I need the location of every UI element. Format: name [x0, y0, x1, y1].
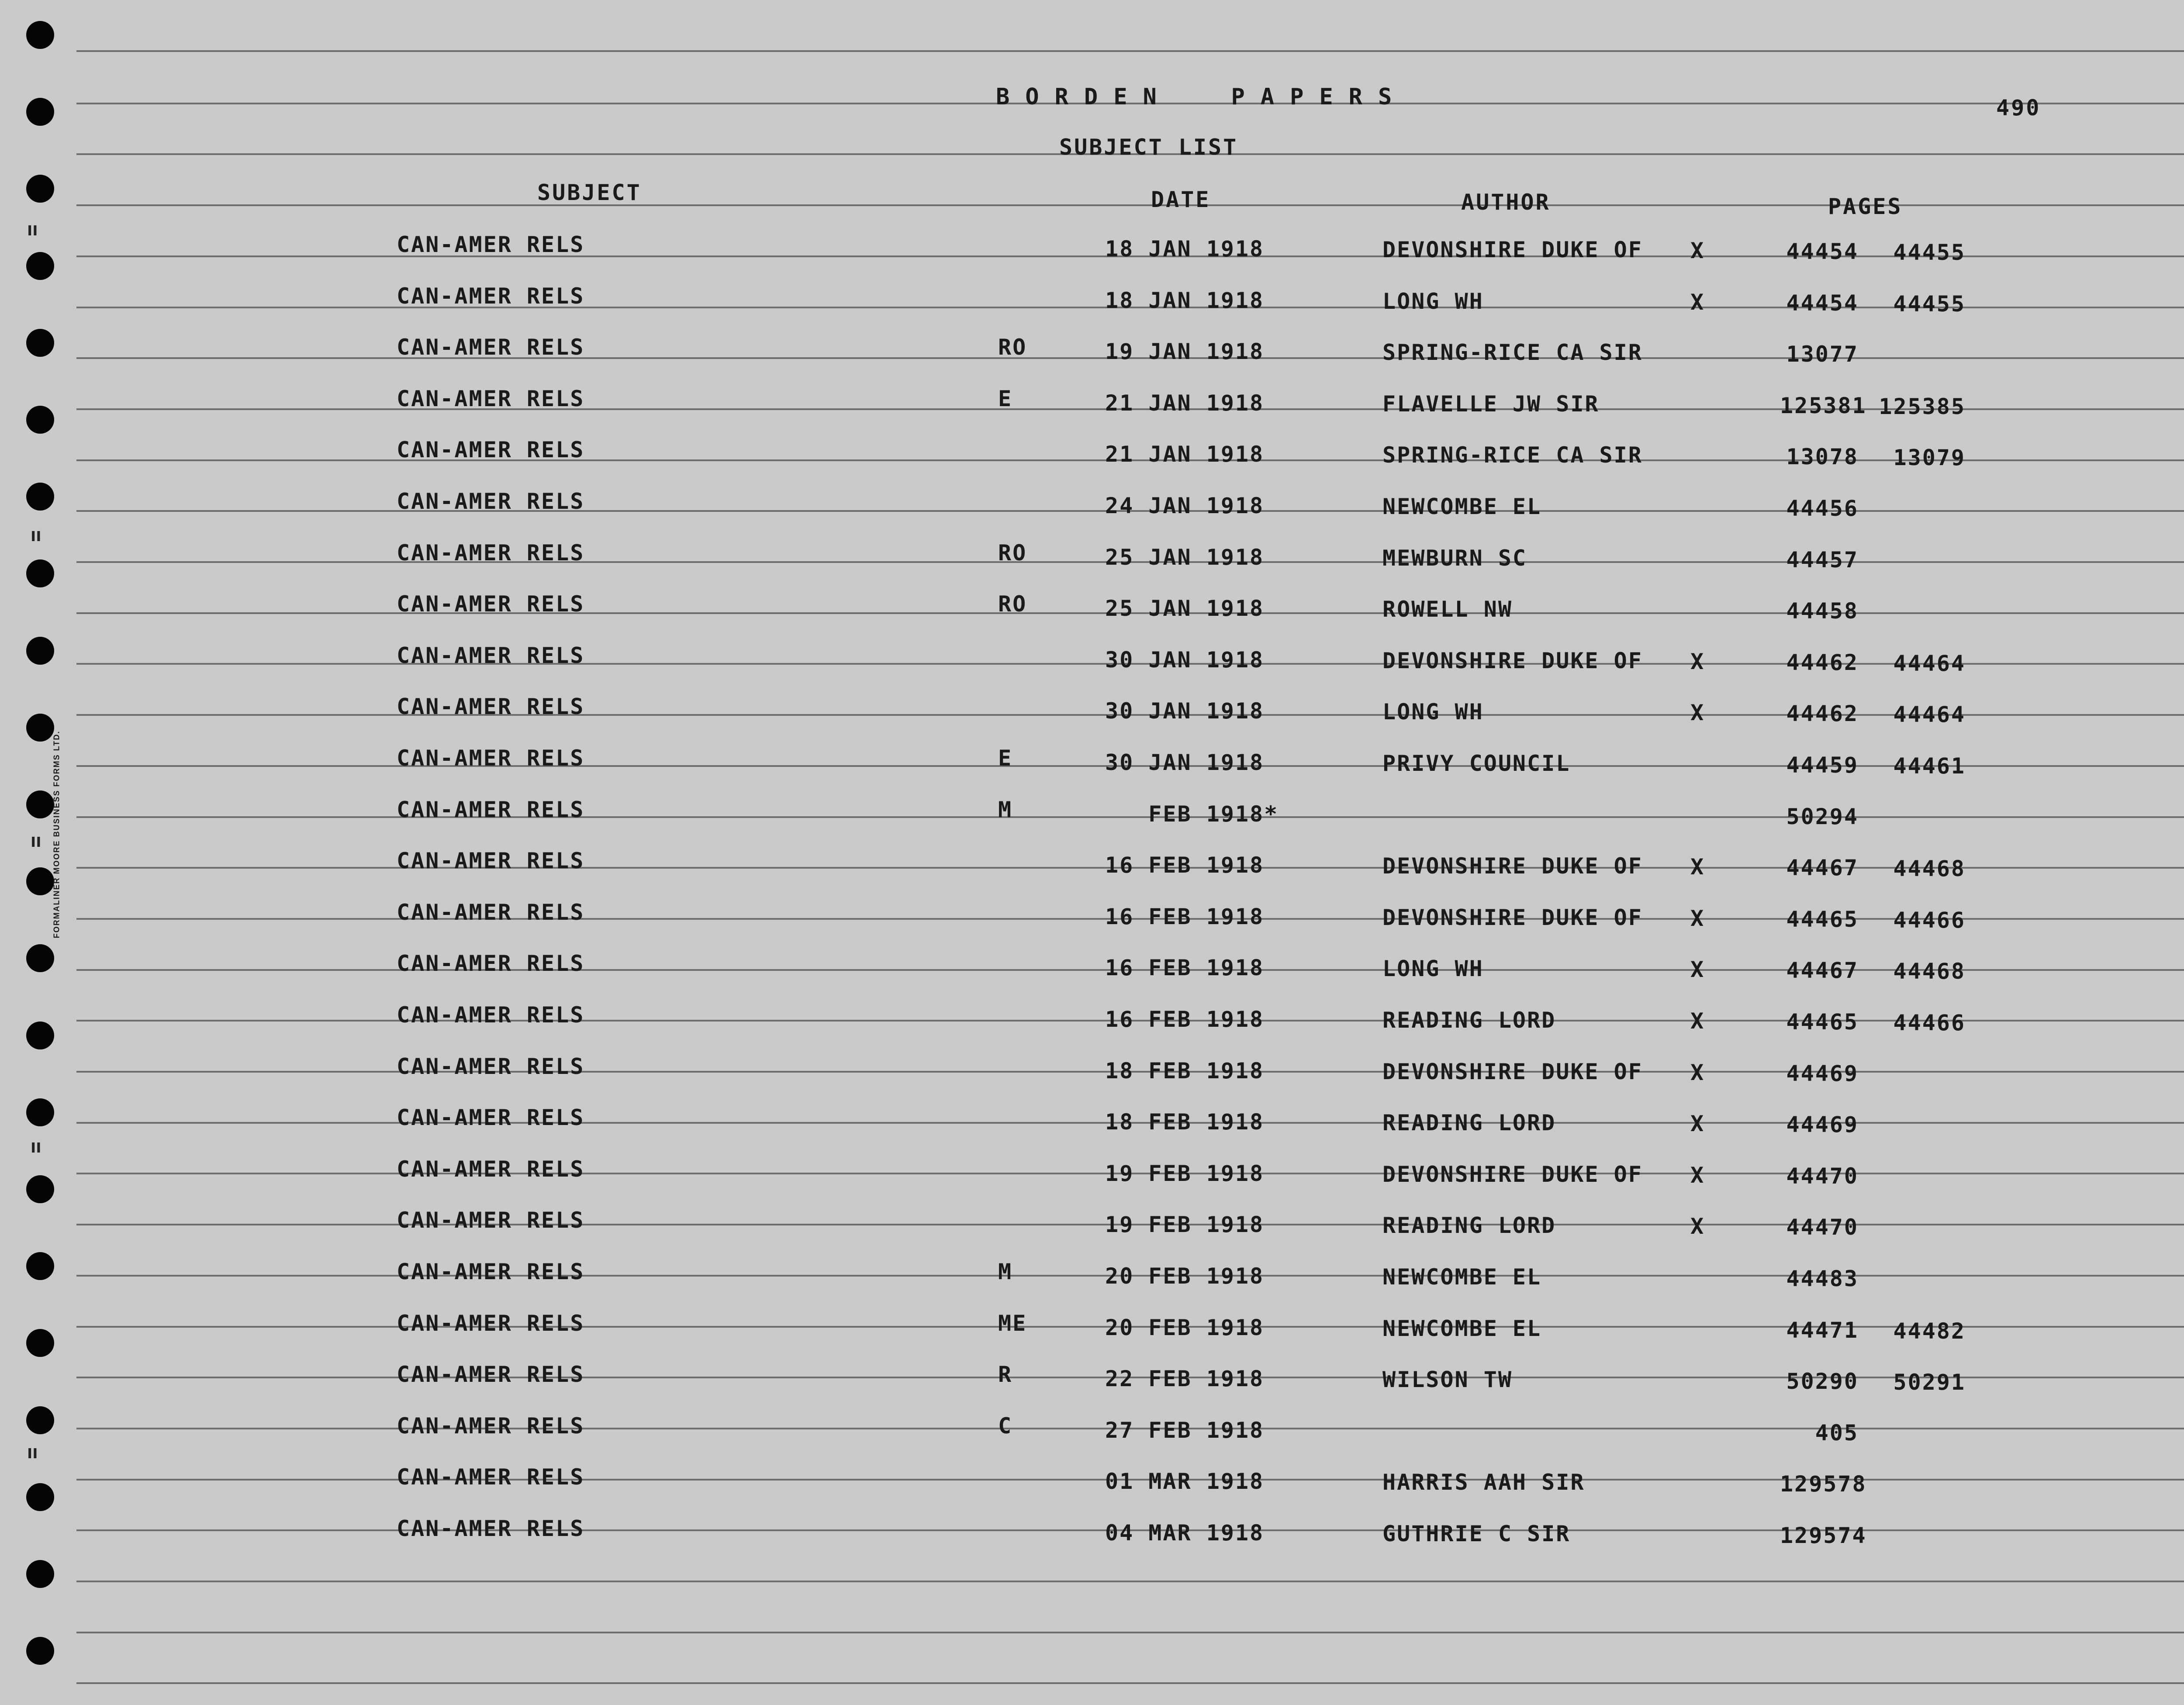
- sprocket-hole: [26, 1406, 54, 1434]
- row-author: PRIVY COUNCIL: [1382, 751, 1571, 776]
- row-date: 20 FEB 1918: [1105, 1315, 1265, 1340]
- row-code: M: [998, 1259, 1013, 1284]
- row-page-start: 44470: [1786, 1215, 1859, 1240]
- row-date: 22 FEB 1918: [1105, 1366, 1265, 1391]
- row-author: NEWCOMBE EL: [1382, 1316, 1542, 1341]
- row-author: DEVONSHIRE DUKE OF: [1382, 1162, 1643, 1187]
- row-x-mark: X: [1690, 700, 1705, 725]
- margin-mark: ıı: [27, 218, 38, 240]
- column-header-date: DATE: [1151, 187, 1211, 212]
- row-date: 27 FEB 1918: [1105, 1418, 1265, 1443]
- row-x-mark: X: [1690, 854, 1705, 880]
- sprocket-hole: [26, 21, 54, 49]
- row-page-start: 44471: [1786, 1318, 1859, 1343]
- row-author: SPRING-RICE CA SIR: [1382, 442, 1643, 468]
- margin-mark: ıı: [31, 524, 41, 545]
- row-author: WILSON TW: [1382, 1367, 1513, 1392]
- row-page-start: 44454: [1786, 239, 1859, 264]
- row-author: SPRING-RICE CA SIR: [1382, 340, 1643, 365]
- sprocket-hole: [26, 1329, 54, 1357]
- row-author: LONG WH: [1382, 289, 1484, 314]
- sprocket-hole: [26, 944, 54, 972]
- row-author: NEWCOMBE EL: [1382, 494, 1542, 519]
- row-subject: CAN-AMER RELS: [397, 1054, 585, 1079]
- column-header-subject: SUBJECT: [537, 180, 642, 205]
- row-author: DEVONSHIRE DUKE OF: [1382, 905, 1643, 930]
- row-date: 18 FEB 1918: [1105, 1109, 1265, 1135]
- row-page-end: 44466: [1893, 1010, 1966, 1035]
- row-page-start: 44462: [1786, 650, 1859, 675]
- ruled-line: [76, 1581, 2184, 1582]
- row-subject: CAN-AMER RELS: [397, 591, 585, 617]
- row-date: 18 JAN 1918: [1105, 236, 1265, 262]
- row-author: LONG WH: [1382, 956, 1484, 981]
- sprocket-hole: [26, 1175, 54, 1203]
- sprocket-hole: [26, 1483, 54, 1511]
- row-page-start: 44470: [1786, 1163, 1859, 1189]
- row-subject: CAN-AMER RELS: [397, 335, 585, 360]
- row-author: DEVONSHIRE DUKE OF: [1382, 853, 1643, 879]
- row-author: DEVONSHIRE DUKE OF: [1382, 237, 1643, 262]
- row-subject: CAN-AMER RELS: [397, 1413, 585, 1439]
- sprocket-hole: [26, 329, 54, 357]
- row-x-mark: X: [1690, 649, 1705, 674]
- row-x-mark: X: [1690, 1008, 1705, 1034]
- row-x-mark: X: [1690, 1214, 1705, 1239]
- row-subject: CAN-AMER RELS: [397, 1156, 585, 1182]
- row-subject: CAN-AMER RELS: [397, 1259, 585, 1284]
- row-subject: CAN-AMER RELS: [397, 643, 585, 668]
- row-page-start: 44459: [1786, 752, 1859, 778]
- row-code: RO: [998, 335, 1027, 360]
- row-date: 16 FEB 1918: [1105, 852, 1265, 878]
- sprocket-hole: [26, 867, 54, 895]
- sprocket-hole: [26, 406, 54, 434]
- row-code: RO: [998, 540, 1027, 566]
- row-subject: CAN-AMER RELS: [397, 900, 585, 925]
- row-page-start: 44458: [1786, 598, 1859, 624]
- page-number: 490: [1996, 95, 2041, 121]
- row-date: 16 FEB 1918: [1105, 904, 1265, 929]
- row-subject: CAN-AMER RELS: [397, 437, 585, 462]
- row-subject: CAN-AMER RELS: [397, 1362, 585, 1387]
- row-page-start: 50294: [1786, 804, 1859, 829]
- row-date: 01 MAR 1918: [1105, 1469, 1265, 1494]
- sprocket-hole: [26, 1098, 54, 1126]
- sprocket-hole: [26, 559, 54, 587]
- row-x-mark: X: [1690, 1111, 1705, 1136]
- row-author: NEWCOMBE EL: [1382, 1264, 1542, 1290]
- row-page-end: 13079: [1893, 445, 1966, 470]
- margin-mark: ıı: [27, 1441, 38, 1463]
- row-subject: CAN-AMER RELS: [397, 1208, 585, 1233]
- row-author: GUTHRIE C SIR: [1382, 1521, 1571, 1546]
- row-author: DEVONSHIRE DUKE OF: [1382, 648, 1643, 673]
- row-page-end: 44455: [1893, 291, 1966, 317]
- row-subject: CAN-AMER RELS: [397, 1105, 585, 1130]
- row-date: 16 FEB 1918: [1105, 955, 1265, 980]
- row-x-mark: X: [1690, 290, 1705, 315]
- row-subject: CAN-AMER RELS: [397, 232, 585, 257]
- sprocket-hole: [26, 175, 54, 203]
- row-page-end: 44468: [1893, 856, 1966, 881]
- row-subject: CAN-AMER RELS: [397, 797, 585, 822]
- sprocket-hole: [26, 1637, 54, 1665]
- row-page-start: 405: [1815, 1420, 1859, 1446]
- sprocket-hole: [26, 1560, 54, 1588]
- row-date: 21 JAN 1918: [1105, 390, 1265, 416]
- page-title: BORDEN PAPERS: [996, 84, 1408, 110]
- row-author: MEWBURN SC: [1382, 545, 1527, 571]
- row-code: R: [998, 1362, 1013, 1387]
- row-page-end: 50291: [1893, 1370, 1966, 1395]
- margin-mark: ıı: [31, 830, 41, 851]
- row-date: 21 JAN 1918: [1105, 442, 1265, 467]
- sprocket-hole: [26, 483, 54, 511]
- row-subject: CAN-AMER RELS: [397, 386, 585, 411]
- row-date: 30 JAN 1918: [1105, 698, 1265, 724]
- row-subject: CAN-AMER RELS: [397, 1516, 585, 1541]
- row-page-start: 125381: [1780, 393, 1867, 418]
- row-subject: CAN-AMER RELS: [397, 1464, 585, 1490]
- row-page-start: 44469: [1786, 1112, 1859, 1137]
- row-page-start: 44456: [1786, 496, 1859, 521]
- row-date: 04 MAR 1918: [1105, 1520, 1265, 1546]
- row-subject: CAN-AMER RELS: [397, 694, 585, 719]
- row-page-end: 44455: [1893, 240, 1966, 265]
- sprocket-hole: [26, 637, 54, 665]
- sprocket-hole: [26, 98, 54, 126]
- ruled-line: [76, 1682, 2184, 1684]
- row-author: ROWELL NW: [1382, 597, 1513, 622]
- row-date: 25 JAN 1918: [1105, 596, 1265, 621]
- row-date: 30 JAN 1918: [1105, 647, 1265, 673]
- row-x-mark: X: [1690, 1163, 1705, 1188]
- row-page-start: 129578: [1780, 1471, 1867, 1497]
- row-date: 20 FEB 1918: [1105, 1263, 1265, 1289]
- row-page-start: 44467: [1786, 855, 1859, 880]
- row-subject: CAN-AMER RELS: [397, 489, 585, 514]
- row-x-mark: X: [1690, 238, 1705, 263]
- row-page-end: 44468: [1893, 959, 1966, 984]
- form-imprint: FORMALINER MOORE BUSINESS FORMS LTD.: [52, 730, 61, 939]
- row-subject: CAN-AMER RELS: [397, 848, 585, 873]
- row-page-start: 44454: [1786, 290, 1859, 316]
- row-code: M: [998, 797, 1013, 822]
- row-page-start: 44462: [1786, 701, 1859, 726]
- row-date: FEB 1918*: [1105, 801, 1279, 827]
- row-code: C: [998, 1413, 1013, 1439]
- row-code: RO: [998, 591, 1027, 617]
- row-x-mark: X: [1690, 906, 1705, 931]
- row-page-start: 13077: [1786, 342, 1859, 367]
- row-date: 24 JAN 1918: [1105, 493, 1265, 518]
- row-page-start: 44483: [1786, 1266, 1859, 1291]
- row-date: 16 FEB 1918: [1105, 1007, 1265, 1032]
- row-page-end: 44461: [1893, 753, 1966, 779]
- ruled-line: [76, 50, 2184, 52]
- sprocket-hole: [26, 252, 54, 280]
- row-page-end: 44464: [1893, 702, 1966, 727]
- row-subject: CAN-AMER RELS: [397, 746, 585, 771]
- row-page-start: 44469: [1786, 1061, 1859, 1086]
- column-header-pages: PAGES: [1828, 194, 1903, 219]
- row-subject: CAN-AMER RELS: [397, 1002, 585, 1028]
- row-page-end: 125385: [1879, 394, 1966, 419]
- sprocket-hole: [26, 714, 54, 742]
- column-header-author: AUTHOR: [1461, 190, 1551, 215]
- row-page-start: 129574: [1780, 1523, 1867, 1548]
- row-page-start: 44457: [1786, 547, 1859, 573]
- row-author: HARRIS AAH SIR: [1382, 1470, 1585, 1495]
- row-page-start: 13078: [1786, 444, 1859, 469]
- row-page-start: 50290: [1786, 1369, 1859, 1394]
- row-page-start: 44465: [1786, 907, 1859, 932]
- row-author: DEVONSHIRE DUKE OF: [1382, 1059, 1643, 1084]
- row-page-end: 44482: [1893, 1318, 1966, 1344]
- sprocket-hole: [26, 1022, 54, 1049]
- row-subject: CAN-AMER RELS: [397, 283, 585, 309]
- row-date: 30 JAN 1918: [1105, 750, 1265, 775]
- row-date: 25 JAN 1918: [1105, 545, 1265, 570]
- sprocket-hole: [26, 1252, 54, 1280]
- row-author: READING LORD: [1382, 1110, 1556, 1136]
- row-x-mark: X: [1690, 957, 1705, 982]
- row-x-mark: X: [1690, 1060, 1705, 1085]
- row-date: 18 FEB 1918: [1105, 1058, 1265, 1084]
- row-subject: CAN-AMER RELS: [397, 540, 585, 566]
- row-date: 18 JAN 1918: [1105, 288, 1265, 313]
- page-subtitle: SUBJECT LIST: [1059, 135, 1238, 160]
- row-date: 19 FEB 1918: [1105, 1212, 1265, 1237]
- row-subject: CAN-AMER RELS: [397, 951, 585, 976]
- row-code: ME: [998, 1311, 1027, 1336]
- row-author: LONG WH: [1382, 699, 1484, 725]
- row-subject: CAN-AMER RELS: [397, 1311, 585, 1336]
- sprocket-hole: [26, 790, 54, 818]
- margin-mark: ıı: [31, 1136, 41, 1157]
- row-author: READING LORD: [1382, 1008, 1556, 1033]
- ruled-line: [76, 1632, 2184, 1633]
- row-code: E: [998, 746, 1013, 771]
- row-date: 19 JAN 1918: [1105, 339, 1265, 364]
- row-page-end: 44464: [1893, 651, 1966, 676]
- row-page-start: 44465: [1786, 1009, 1859, 1035]
- row-page-end: 44466: [1893, 908, 1966, 933]
- row-author: READING LORD: [1382, 1213, 1556, 1238]
- row-page-start: 44467: [1786, 958, 1859, 983]
- row-code: E: [998, 386, 1013, 411]
- row-date: 19 FEB 1918: [1105, 1161, 1265, 1186]
- row-author: FLAVELLE JW SIR: [1382, 391, 1600, 417]
